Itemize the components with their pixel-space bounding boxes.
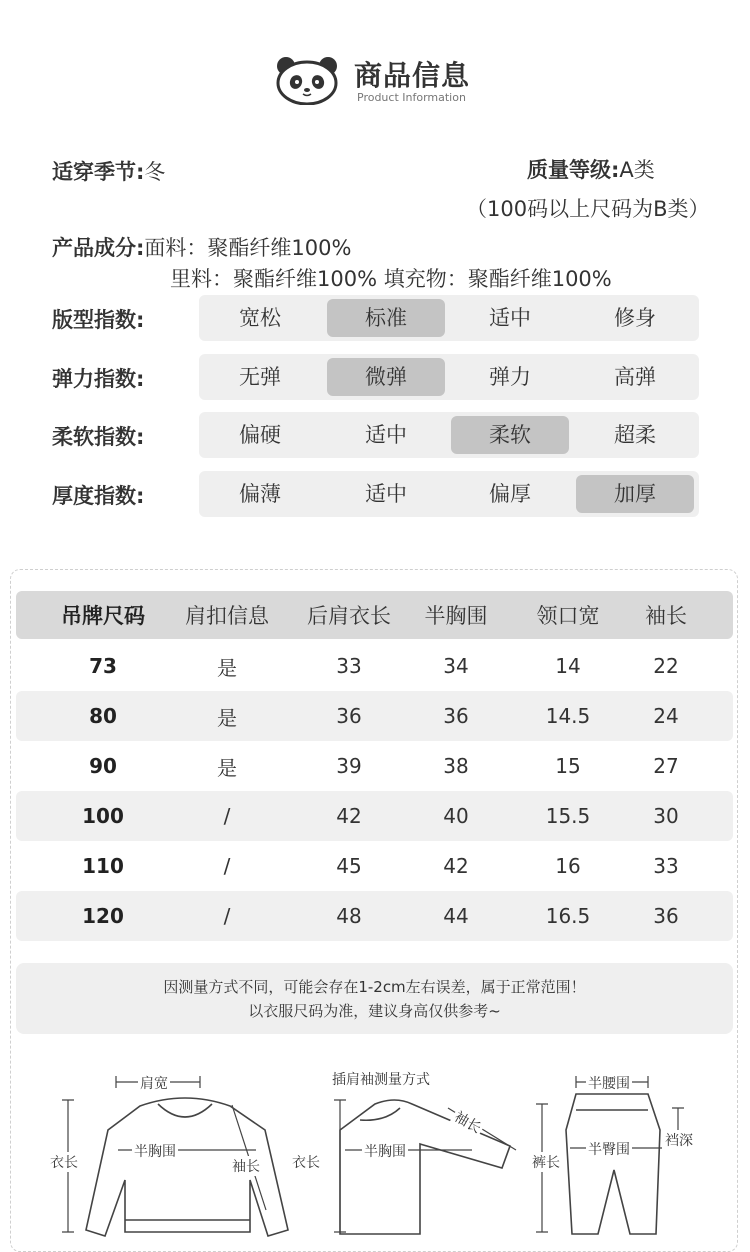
table-cell: 42 [336, 804, 362, 828]
table-cell: 100 [82, 804, 124, 828]
index-option: 弹力 [489, 365, 531, 389]
table-cell: 是 [217, 655, 237, 680]
table-cell: 39 [336, 754, 362, 778]
note-line1: 因测量方式不同，可能会存在1-2cm左右误差，属于正常范围！ [163, 978, 586, 996]
label-shoulder: 肩宽 [138, 1073, 170, 1093]
index-bar [199, 471, 699, 517]
table-header-cell: 袖长 [645, 604, 687, 628]
index-option: 适中 [365, 423, 407, 447]
table-cell: 90 [89, 754, 117, 778]
season-value: 冬 [144, 160, 166, 184]
index-bar [199, 412, 699, 458]
measurement-note [16, 963, 733, 1034]
composition-info [52, 232, 351, 262]
table-cell: 15 [555, 754, 581, 778]
table-cell: 是 [217, 755, 237, 780]
index-option-selected: 微弹 [327, 358, 445, 396]
page-subtitle: Product Information [357, 91, 466, 104]
composition-line1: 面料：聚酯纤维100% [144, 236, 352, 260]
table-cell: 36 [336, 704, 362, 728]
season-info [52, 156, 165, 186]
table-row [16, 691, 733, 741]
label-sweater-sleeve: 袖长 [230, 1156, 262, 1176]
page-title: 商品信息 [354, 59, 471, 92]
label-raglan-sleeve: 袖长 [449, 1105, 487, 1138]
panda-logo-icon [274, 55, 340, 105]
table-cell: 45 [336, 854, 362, 878]
note-line2: 以衣服尺码为准，建议身高仅供参考~ [248, 1002, 501, 1020]
table-cell: 120 [82, 904, 124, 928]
table-cell: 80 [89, 704, 117, 728]
table-cell: 44 [443, 904, 469, 928]
grade-info [527, 154, 655, 184]
table-cell: 33 [653, 854, 679, 878]
index-option: 无弹 [239, 365, 281, 389]
table-row [16, 791, 733, 841]
index-label: 弹力指数: [52, 367, 145, 391]
table-cell: 73 [89, 654, 117, 678]
index-option: 偏厚 [489, 482, 531, 506]
label-pants-length: 裤长 [530, 1152, 562, 1172]
table-cell: 30 [653, 804, 679, 828]
index-option-selected: 加厚 [576, 475, 694, 513]
table-cell: 42 [443, 854, 469, 878]
label-raglan-chest: 半胸围 [362, 1141, 408, 1161]
grade-label: 质量等级: [527, 158, 620, 182]
table-cell: / [223, 904, 231, 928]
season-label: 适穿季节: [52, 160, 145, 184]
index-option: 适中 [365, 482, 407, 506]
pants-illustration [566, 1094, 660, 1234]
index-option-selected: 柔软 [451, 416, 569, 454]
composition-label: 产品成分: [52, 236, 145, 260]
index-option: 适中 [489, 306, 531, 330]
table-cell: 27 [653, 754, 679, 778]
index-label: 厚度指数: [52, 484, 145, 508]
index-bar [199, 295, 699, 341]
index-label: 版型指数: [52, 308, 145, 332]
table-cell: 24 [653, 704, 679, 728]
table-cell: / [223, 804, 231, 828]
grade-value: A类 [619, 158, 655, 182]
table-header-cell: 吊牌尺码 [61, 604, 145, 628]
table-cell: 33 [336, 654, 362, 678]
index-label: 柔软指数: [52, 425, 145, 449]
index-option: 高弹 [614, 365, 656, 389]
table-cell: 22 [653, 654, 679, 678]
index-option: 超柔 [614, 423, 656, 447]
label-sweater-chest: 半胸围 [132, 1141, 178, 1161]
table-cell: 40 [443, 804, 469, 828]
table-cell: 16 [555, 854, 581, 878]
composition-line2: 里料：聚酯纤维100% 填充物：聚酯纤维100% [170, 267, 612, 291]
table-row [16, 741, 733, 791]
table-cell: 36 [443, 704, 469, 728]
index-bar [199, 354, 699, 400]
grade-note: （100码以上尺码为B类） [466, 197, 710, 221]
label-raglan-title: 插肩袖测量方式 [330, 1069, 432, 1089]
table-cell: 48 [336, 904, 362, 928]
index-option: 偏硬 [239, 423, 281, 447]
table-cell: 是 [217, 705, 237, 730]
index-option: 偏薄 [239, 482, 281, 506]
table-header-cell: 领口宽 [536, 604, 600, 628]
table-cell: 38 [443, 754, 469, 778]
table-cell: 34 [443, 654, 469, 678]
table-header-cell: 半胸围 [424, 604, 488, 628]
label-pants-hip: 半臀围 [586, 1139, 632, 1159]
index-option: 宽松 [239, 306, 281, 330]
label-raglan-length: 衣长 [290, 1152, 322, 1172]
table-row [16, 841, 733, 891]
table-cell: / [223, 854, 231, 878]
label-sweater-length: 衣长 [48, 1152, 80, 1172]
table-cell: 14 [555, 654, 581, 678]
table-cell: 36 [653, 904, 679, 928]
label-pants-rise: 裆深 [663, 1130, 695, 1150]
table-header-cell: 后肩衣长 [307, 604, 391, 628]
table-cell: 16.5 [545, 904, 591, 928]
label-pants-waist: 半腰围 [586, 1073, 632, 1093]
table-cell: 15.5 [545, 804, 591, 828]
table-cell: 110 [82, 854, 124, 878]
table-row [16, 891, 733, 941]
index-option-selected: 标准 [327, 299, 445, 337]
table-row [16, 641, 733, 691]
table-cell: 14.5 [545, 704, 591, 728]
size-table-header [16, 591, 733, 639]
table-header-cell: 肩扣信息 [185, 604, 269, 628]
index-option: 修身 [614, 306, 656, 330]
